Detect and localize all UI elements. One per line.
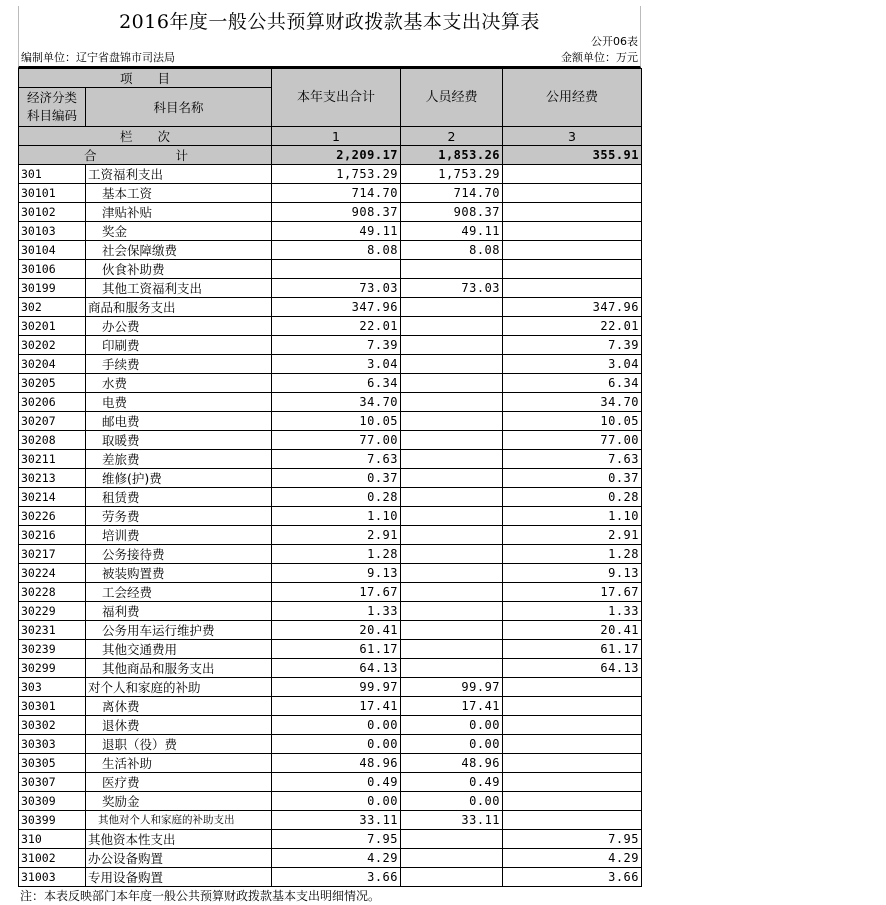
personnel-amount-cell bbox=[401, 260, 503, 279]
total-amount-cell: 2.91 bbox=[272, 526, 401, 545]
econ-code-cell: 30106 bbox=[19, 260, 86, 279]
total-amount-cell: 49.11 bbox=[272, 222, 401, 241]
public-amount-cell: 1.33 bbox=[503, 602, 642, 621]
econ-code-cell: 30301 bbox=[19, 697, 86, 716]
econ-code-cell: 30213 bbox=[19, 469, 86, 488]
personnel-amount-cell: 0.00 bbox=[401, 716, 503, 735]
public-amount-cell bbox=[503, 203, 642, 222]
econ-code-cell: 30214 bbox=[19, 488, 86, 507]
econ-code-cell: 30226 bbox=[19, 507, 86, 526]
subject-name-header: 科目名称 bbox=[86, 88, 272, 127]
subject-name-cell: 手续费 bbox=[86, 355, 272, 374]
public-amount-cell bbox=[503, 773, 642, 792]
table-row bbox=[19, 792, 642, 811]
public-amount-cell: 10.05 bbox=[503, 412, 642, 431]
report-title: 2016年度一般公共预算财政拨款基本支出决算表 bbox=[18, 6, 641, 34]
public-amount-cell bbox=[503, 241, 642, 260]
subject-name-cell: 其他商品和服务支出 bbox=[86, 659, 272, 678]
table-row bbox=[19, 241, 642, 260]
econ-code-cell: 30199 bbox=[19, 279, 86, 298]
personnel-amount-cell bbox=[401, 545, 503, 564]
total-amount-cell: 1.10 bbox=[272, 507, 401, 526]
table-row bbox=[19, 355, 642, 374]
table-row bbox=[19, 165, 642, 184]
subject-name-cell: 专用设备购置 bbox=[86, 868, 272, 887]
table-row bbox=[19, 811, 642, 830]
econ-code-cell: 30307 bbox=[19, 773, 86, 792]
personnel-amount-cell: 0.49 bbox=[401, 773, 503, 792]
subject-name-cell: 伙食补助费 bbox=[86, 260, 272, 279]
table-code: 公开06表 bbox=[18, 34, 641, 50]
item-header: 项 目 bbox=[19, 69, 272, 88]
personnel-amount-cell bbox=[401, 469, 503, 488]
personnel-amount-cell bbox=[401, 431, 503, 450]
subject-name-cell: 基本工资 bbox=[86, 184, 272, 203]
econ-code-cell: 303 bbox=[19, 678, 86, 697]
total-amount-cell: 33.11 bbox=[272, 811, 401, 830]
subject-name-cell: 被装购置费 bbox=[86, 564, 272, 583]
public-amount-cell: 6.34 bbox=[503, 374, 642, 393]
table-row bbox=[19, 203, 642, 222]
table-row bbox=[19, 773, 642, 792]
econ-code-header-line2: 科目编码 bbox=[26, 108, 77, 123]
total-amount-cell: 34.70 bbox=[272, 393, 401, 412]
public-amount-cell: 4.29 bbox=[503, 849, 642, 868]
econ-code-cell: 30103 bbox=[19, 222, 86, 241]
subject-name-cell: 租赁费 bbox=[86, 488, 272, 507]
personnel-amount-cell bbox=[401, 488, 503, 507]
total-amount-cell: 1,753.29 bbox=[272, 165, 401, 184]
header-row-1 bbox=[19, 69, 642, 88]
table-row bbox=[19, 393, 642, 412]
col2-number: 2 bbox=[401, 127, 503, 146]
table-row bbox=[19, 450, 642, 469]
personnel-amount-cell: 1,753.29 bbox=[401, 165, 503, 184]
total-amount-cell: 0.00 bbox=[272, 716, 401, 735]
table-row bbox=[19, 336, 642, 355]
table-row bbox=[19, 431, 642, 450]
econ-code-cell: 30239 bbox=[19, 640, 86, 659]
subject-name-cell: 培训费 bbox=[86, 526, 272, 545]
personnel-amount-cell bbox=[401, 564, 503, 583]
public-amount-cell: 64.13 bbox=[503, 659, 642, 678]
subject-name-cell: 邮电费 bbox=[86, 412, 272, 431]
table-row bbox=[19, 222, 642, 241]
table-row bbox=[19, 621, 642, 640]
public-amount-cell: 7.63 bbox=[503, 450, 642, 469]
table-row bbox=[19, 716, 642, 735]
total-amount-cell: 0.28 bbox=[272, 488, 401, 507]
subject-name-cell: 电费 bbox=[86, 393, 272, 412]
subject-name-cell: 生活补助 bbox=[86, 754, 272, 773]
footnote: 注：本表反映部门本年度一般公共预算财政拨款基本支出明细情况。 bbox=[20, 889, 381, 903]
econ-code-cell: 30211 bbox=[19, 450, 86, 469]
econ-code-cell: 30206 bbox=[19, 393, 86, 412]
table-row bbox=[19, 849, 642, 868]
personnel-amount-cell: 0.00 bbox=[401, 735, 503, 754]
personnel-amount-cell: 49.11 bbox=[401, 222, 503, 241]
subject-name-cell: 工会经费 bbox=[86, 583, 272, 602]
personnel-amount-cell: 0.00 bbox=[401, 792, 503, 811]
econ-code-cell: 30231 bbox=[19, 621, 86, 640]
public-amount-cell bbox=[503, 260, 642, 279]
total-amount-cell: 9.13 bbox=[272, 564, 401, 583]
total-amount-cell: 17.67 bbox=[272, 583, 401, 602]
public-amount-cell bbox=[503, 735, 642, 754]
total-amount-cell: 0.00 bbox=[272, 735, 401, 754]
personnel-amount-cell: 8.08 bbox=[401, 241, 503, 260]
econ-code-cell: 30216 bbox=[19, 526, 86, 545]
table-row bbox=[19, 868, 642, 887]
total-amount-cell: 22.01 bbox=[272, 317, 401, 336]
subject-name-cell: 社会保障缴费 bbox=[86, 241, 272, 260]
expenditure-table bbox=[18, 68, 642, 887]
public-amount-cell bbox=[503, 165, 642, 184]
subject-name-cell: 退休费 bbox=[86, 716, 272, 735]
total-amount-cell: 714.70 bbox=[272, 184, 401, 203]
table-row bbox=[19, 659, 642, 678]
subject-name-cell: 公务用车运行维护费 bbox=[86, 621, 272, 640]
total-personnel: 1,853.26 bbox=[401, 146, 503, 165]
table-row bbox=[19, 583, 642, 602]
public-amount-cell: 22.01 bbox=[503, 317, 642, 336]
total-amount-cell: 10.05 bbox=[272, 412, 401, 431]
table-row bbox=[19, 412, 642, 431]
subject-name-cell: 奖励金 bbox=[86, 792, 272, 811]
total-amount-cell: 99.97 bbox=[272, 678, 401, 697]
econ-code-cell: 30102 bbox=[19, 203, 86, 222]
public-amount-cell: 347.96 bbox=[503, 298, 642, 317]
subject-name-cell: 公务接待费 bbox=[86, 545, 272, 564]
public-amount-cell: 3.66 bbox=[503, 868, 642, 887]
personnel-amount-cell bbox=[401, 640, 503, 659]
subject-name-cell: 商品和服务支出 bbox=[86, 298, 272, 317]
econ-code-cell: 30303 bbox=[19, 735, 86, 754]
subject-name-cell: 福利费 bbox=[86, 602, 272, 621]
col1-number: 1 bbox=[272, 127, 401, 146]
econ-code-cell: 30229 bbox=[19, 602, 86, 621]
econ-code-cell: 30201 bbox=[19, 317, 86, 336]
personnel-amount-cell: 99.97 bbox=[401, 678, 503, 697]
table-row bbox=[19, 374, 642, 393]
total-amount-cell: 6.34 bbox=[272, 374, 401, 393]
personnel-amount-cell bbox=[401, 412, 503, 431]
table-row bbox=[19, 754, 642, 773]
public-amount-cell: 1.28 bbox=[503, 545, 642, 564]
table-row bbox=[19, 184, 642, 203]
personnel-amount-cell: 17.41 bbox=[401, 697, 503, 716]
table-row bbox=[19, 488, 642, 507]
total-amount-cell: 7.95 bbox=[272, 830, 401, 849]
public-col-header: 公用经费 bbox=[503, 69, 642, 127]
total-amount-cell: 1.28 bbox=[272, 545, 401, 564]
personnel-amount-cell bbox=[401, 830, 503, 849]
total-amount-cell: 8.08 bbox=[272, 241, 401, 260]
total-amount-cell: 7.63 bbox=[272, 450, 401, 469]
table-row bbox=[19, 830, 642, 849]
econ-code-cell: 30302 bbox=[19, 716, 86, 735]
subject-name-cell: 工资福利支出 bbox=[86, 165, 272, 184]
total-amount-cell: 64.13 bbox=[272, 659, 401, 678]
public-amount-cell bbox=[503, 697, 642, 716]
econ-code-cell: 30217 bbox=[19, 545, 86, 564]
public-amount-cell: 77.00 bbox=[503, 431, 642, 450]
total-amount-cell: 908.37 bbox=[272, 203, 401, 222]
public-amount-cell: 34.70 bbox=[503, 393, 642, 412]
total-amount-cell: 0.00 bbox=[272, 792, 401, 811]
table-row bbox=[19, 678, 642, 697]
public-amount-cell: 9.13 bbox=[503, 564, 642, 583]
public-amount-cell: 7.95 bbox=[503, 830, 642, 849]
personnel-amount-cell bbox=[401, 659, 503, 678]
personnel-amount-cell: 908.37 bbox=[401, 203, 503, 222]
econ-code-cell: 31003 bbox=[19, 868, 86, 887]
total-amount-cell: 61.17 bbox=[272, 640, 401, 659]
public-amount-cell bbox=[503, 716, 642, 735]
total-amount-cell: 3.66 bbox=[272, 868, 401, 887]
subject-name-cell: 印刷费 bbox=[86, 336, 272, 355]
total-row bbox=[19, 146, 642, 165]
personnel-amount-cell bbox=[401, 393, 503, 412]
public-amount-cell bbox=[503, 279, 642, 298]
econ-code-cell: 30205 bbox=[19, 374, 86, 393]
table-row bbox=[19, 317, 642, 336]
econ-code-cell: 30207 bbox=[19, 412, 86, 431]
column-row-label: 栏 次 bbox=[19, 127, 272, 146]
subject-name-cell: 津贴补贴 bbox=[86, 203, 272, 222]
table-row bbox=[19, 260, 642, 279]
total-amount-cell: 0.37 bbox=[272, 469, 401, 488]
personnel-amount-cell: 48.96 bbox=[401, 754, 503, 773]
econ-code-cell: 30224 bbox=[19, 564, 86, 583]
table-row bbox=[19, 564, 642, 583]
table-row bbox=[19, 697, 642, 716]
table-row bbox=[19, 469, 642, 488]
econ-code-cell: 302 bbox=[19, 298, 86, 317]
total-amount-cell: 77.00 bbox=[272, 431, 401, 450]
personnel-amount-cell: 73.03 bbox=[401, 279, 503, 298]
econ-code-cell: 30309 bbox=[19, 792, 86, 811]
personnel-amount-cell bbox=[401, 355, 503, 374]
econ-code-cell: 30202 bbox=[19, 336, 86, 355]
total-col-header: 本年支出合计 bbox=[272, 69, 401, 127]
total-amount: 2,209.17 bbox=[272, 146, 401, 165]
personnel-amount-cell bbox=[401, 298, 503, 317]
public-amount-cell bbox=[503, 792, 642, 811]
total-label: 合 计 bbox=[19, 146, 272, 165]
table-row bbox=[19, 545, 642, 564]
personnel-amount-cell bbox=[401, 526, 503, 545]
public-amount-cell: 61.17 bbox=[503, 640, 642, 659]
personnel-amount-cell bbox=[401, 583, 503, 602]
total-public: 355.91 bbox=[503, 146, 642, 165]
subject-name-cell: 其他资本性支出 bbox=[86, 830, 272, 849]
econ-code-cell: 30228 bbox=[19, 583, 86, 602]
col3-number: 3 bbox=[503, 127, 642, 146]
econ-code-header-line1: 经济分类 bbox=[26, 90, 77, 105]
unit-row bbox=[18, 50, 641, 68]
econ-code-cell: 30208 bbox=[19, 431, 86, 450]
public-amount-cell: 3.04 bbox=[503, 355, 642, 374]
compiling-unit: 编制单位：辽宁省盘锦市司法局 bbox=[21, 51, 175, 64]
subject-name-cell: 办公费 bbox=[86, 317, 272, 336]
personnel-amount-cell bbox=[401, 317, 503, 336]
public-amount-cell: 1.10 bbox=[503, 507, 642, 526]
personnel-amount-cell bbox=[401, 336, 503, 355]
subject-name-cell: 其他工资福利支出 bbox=[86, 279, 272, 298]
report-sheet bbox=[18, 6, 641, 905]
public-amount-cell bbox=[503, 184, 642, 203]
econ-code-cell: 30104 bbox=[19, 241, 86, 260]
public-amount-cell: 20.41 bbox=[503, 621, 642, 640]
econ-code-cell: 310 bbox=[19, 830, 86, 849]
table-row bbox=[19, 279, 642, 298]
subject-name-cell: 水费 bbox=[86, 374, 272, 393]
table-row bbox=[19, 640, 642, 659]
total-amount-cell: 73.03 bbox=[272, 279, 401, 298]
public-amount-cell: 0.37 bbox=[503, 469, 642, 488]
personnel-amount-cell bbox=[401, 602, 503, 621]
public-amount-cell bbox=[503, 754, 642, 773]
total-amount-cell bbox=[272, 260, 401, 279]
amount-unit: 金额单位：万元 bbox=[561, 51, 638, 64]
column-number-row bbox=[19, 127, 642, 146]
econ-code-cell: 30305 bbox=[19, 754, 86, 773]
econ-code-cell: 31002 bbox=[19, 849, 86, 868]
total-amount-cell: 347.96 bbox=[272, 298, 401, 317]
total-amount-cell: 7.39 bbox=[272, 336, 401, 355]
subject-name-cell: 劳务费 bbox=[86, 507, 272, 526]
subject-name-cell: 退职（役）费 bbox=[86, 735, 272, 754]
subject-name-cell: 其他对个人和家庭的补助支出 bbox=[86, 811, 272, 830]
total-amount-cell: 17.41 bbox=[272, 697, 401, 716]
econ-code-header bbox=[19, 88, 86, 127]
total-amount-cell: 0.49 bbox=[272, 773, 401, 792]
table-row bbox=[19, 526, 642, 545]
econ-code-cell: 30101 bbox=[19, 184, 86, 203]
total-amount-cell: 1.33 bbox=[272, 602, 401, 621]
personnel-amount-cell bbox=[401, 868, 503, 887]
econ-code-cell: 30299 bbox=[19, 659, 86, 678]
subject-name-cell: 离休费 bbox=[86, 697, 272, 716]
table-row bbox=[19, 735, 642, 754]
total-amount-cell: 20.41 bbox=[272, 621, 401, 640]
total-amount-cell: 48.96 bbox=[272, 754, 401, 773]
subject-name-cell: 取暖费 bbox=[86, 431, 272, 450]
public-amount-cell: 7.39 bbox=[503, 336, 642, 355]
table-row bbox=[19, 602, 642, 621]
personnel-amount-cell bbox=[401, 621, 503, 640]
personnel-amount-cell bbox=[401, 450, 503, 469]
table-row bbox=[19, 298, 642, 317]
public-amount-cell bbox=[503, 678, 642, 697]
public-amount-cell: 0.28 bbox=[503, 488, 642, 507]
public-amount-cell bbox=[503, 222, 642, 241]
total-amount-cell: 3.04 bbox=[272, 355, 401, 374]
personnel-col-header: 人员经费 bbox=[401, 69, 503, 127]
personnel-amount-cell bbox=[401, 507, 503, 526]
personnel-amount-cell: 33.11 bbox=[401, 811, 503, 830]
subject-name-cell: 办公设备购置 bbox=[86, 849, 272, 868]
econ-code-cell: 30204 bbox=[19, 355, 86, 374]
public-amount-cell: 2.91 bbox=[503, 526, 642, 545]
econ-code-cell: 30399 bbox=[19, 811, 86, 830]
personnel-amount-cell bbox=[401, 374, 503, 393]
personnel-amount-cell bbox=[401, 849, 503, 868]
subject-name-cell: 对个人和家庭的补助 bbox=[86, 678, 272, 697]
subject-name-cell: 其他交通费用 bbox=[86, 640, 272, 659]
econ-code-cell: 301 bbox=[19, 165, 86, 184]
public-amount-cell: 17.67 bbox=[503, 583, 642, 602]
subject-name-cell: 医疗费 bbox=[86, 773, 272, 792]
subject-name-cell: 差旅费 bbox=[86, 450, 272, 469]
table-row bbox=[19, 507, 642, 526]
total-amount-cell: 4.29 bbox=[272, 849, 401, 868]
personnel-amount-cell: 714.70 bbox=[401, 184, 503, 203]
subject-name-cell: 维修(护)费 bbox=[86, 469, 272, 488]
public-amount-cell bbox=[503, 811, 642, 830]
subject-name-cell: 奖金 bbox=[86, 222, 272, 241]
